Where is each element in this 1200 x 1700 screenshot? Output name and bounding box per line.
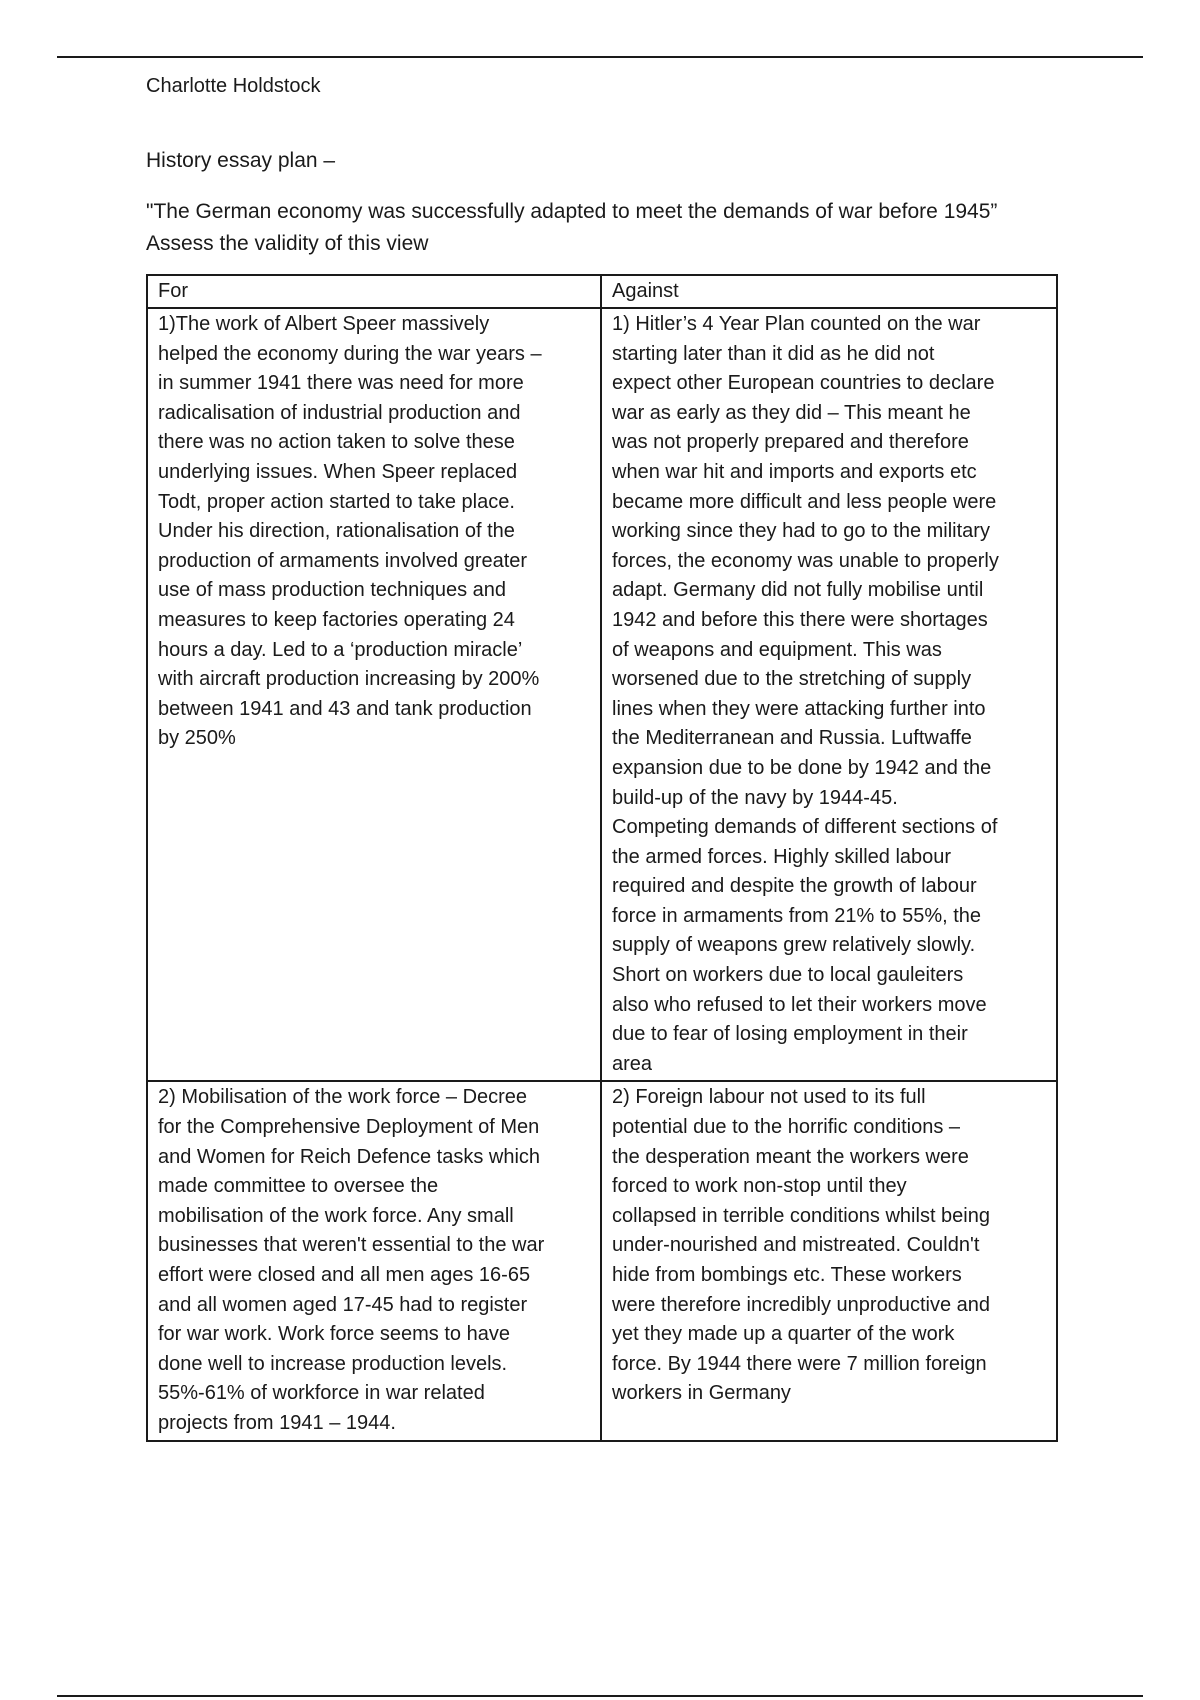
for-point-2: 2) Mobilisation of the work force – Decree for the Comprehensive Deployment of Men and Women for Reich Defence tasks which made committee to oversee the mobilisation of the work force. Any small businesses that weren't essential to the war effort were closed and all men ages 16-65 and all women aged 17-45 had to register for war work. Work force seems to have done well to increase production levels. 55%-61% of workforce in war related projects from 1941 – 1944. (147, 1081, 601, 1440)
essay-plan-table (146, 274, 1058, 1442)
against-point-2: 2) Foreign labour not used to its full potential due to the horrific conditions – the desperation meant the workers were forced to work non-stop until they collapsed in terrible conditions whilst being under-nourished and mistreated. Couldn't hide from bombings etc. These workers were therefore incredibly unproductive and yet they made up a quarter of the work force. By 1944 there were 7 million foreign workers in Germany (601, 1081, 1057, 1440)
table-row (147, 1081, 1057, 1440)
essay-question-line-1: "The German economy was successfully adapted to meet the demands of war before 1945” (146, 200, 998, 223)
header-rule (57, 56, 1143, 58)
author-name: Charlotte Holdstock (146, 75, 321, 97)
essay-question (146, 196, 1076, 260)
table-header-row (147, 275, 1057, 308)
column-header-against: Against (601, 275, 1057, 308)
against-point-1: 1) Hitler’s 4 Year Plan counted on the war starting later than it did as he did not expect other European countries to declare war as early as they did – This meant he was not properly prepared and therefore when war hit and imports and exports etc became more difficult and less people were working since they had to go to the military forces, the economy was unable to properly adapt. Germany did not fully mobilise until 1942 and before this there were shortages of weapons and equipment. This was worsened due to the stretching of supply lines when they were attacking further into the Mediterranean and Russia. Luftwaffe expansion due to be done by 1942 and the build-up of the navy by 1944-45. Competing demands of different sections of the armed forces. Highly skilled labour required and despite the growth of labour force in armaments from 21% to 55%, the supply of weapons grew relatively slowly. Short on workers due to local gauleiters also who refused to let their workers move due to fear of losing employment in their area (601, 308, 1057, 1081)
essay-question-line-2: Assess the validity of this view (146, 232, 429, 255)
footer-rule (57, 1695, 1143, 1697)
table-row (147, 308, 1057, 1081)
plan-title: History essay plan – (146, 149, 336, 172)
for-point-1: 1)The work of Albert Speer massively helped the economy during the war years – in summer 1941 there was need for more radicalisation of industrial production and there was no action taken to solve these underlying issues. When Speer replaced Todt, proper action started to take place. Under his direction, rationalisation of the production of armaments involved greater use of mass production techniques and measures to keep factories operating 24 hours a day. Led to a ‘production miracle’ with aircraft production increasing by 200% between 1941 and 43 and tank production by 250% (147, 308, 601, 1081)
column-header-for: For (147, 275, 601, 308)
